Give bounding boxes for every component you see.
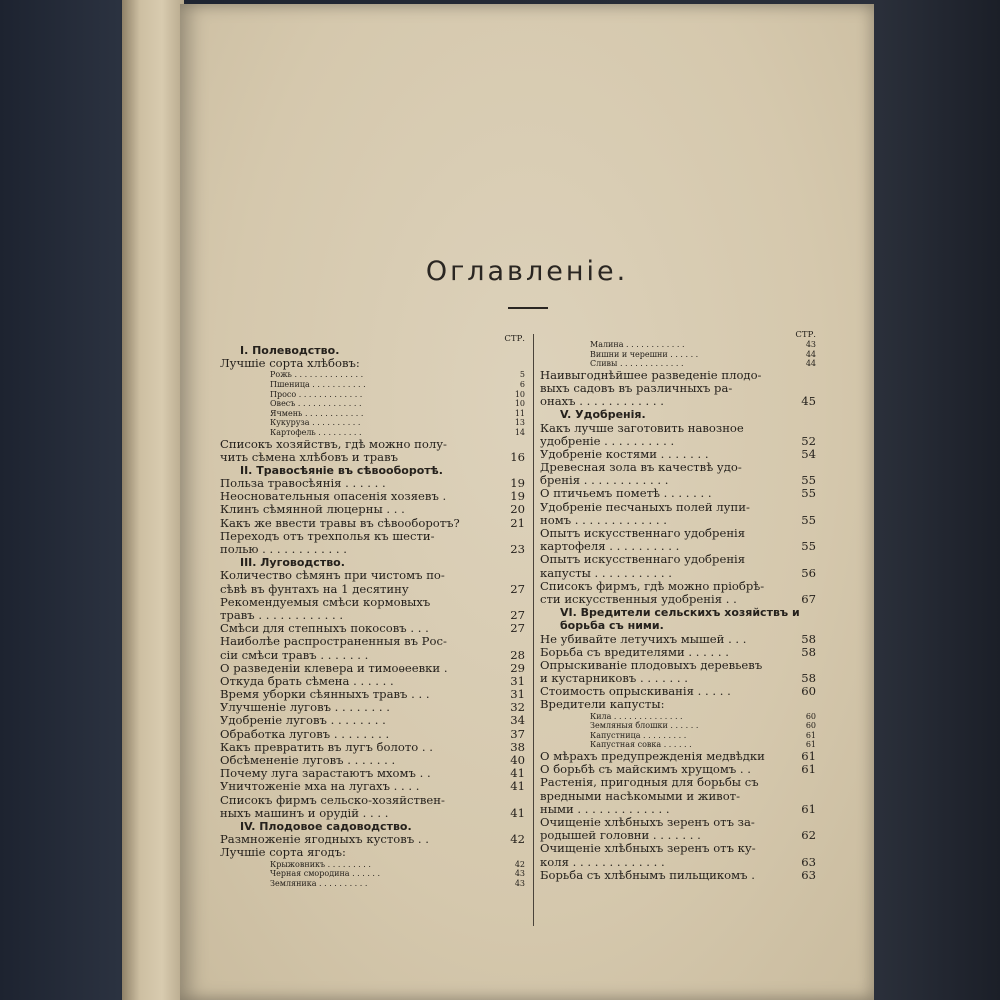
toc-entry xyxy=(540,501,816,514)
toc-entry-page: 45 xyxy=(801,394,816,409)
toc-entry-page: 27 xyxy=(510,621,525,636)
toc-entry-page: 43 xyxy=(514,869,525,879)
toc-entry xyxy=(540,580,816,593)
toc-entry-page: 62 xyxy=(801,828,816,843)
toc-entry-title: и кустарниковъ . . . . . . . xyxy=(540,671,688,686)
toc-entry xyxy=(220,728,525,741)
toc-entry-page: 27 xyxy=(510,607,525,622)
toc-entry xyxy=(540,350,816,360)
page-column-label: СТР. xyxy=(795,330,816,340)
toc-entry-page: 16 xyxy=(510,449,525,464)
toc-entry xyxy=(220,390,525,400)
toc-entry-title: Лучшiе сорта ягодъ: xyxy=(220,845,346,860)
toc-entry-title: сiи смѣси травъ . . . . . . . xyxy=(220,647,369,662)
toc-entry-page: 31 xyxy=(510,687,525,702)
toc-entry-title: выхъ садовъ въ различныхъ ра- xyxy=(540,380,733,395)
toc-entry-title: Списокъ фирмъ сельско-хозяйствен- xyxy=(220,792,445,807)
toc-entry-title: удобренiе . . . . . . . . . . xyxy=(540,433,675,448)
toc-entry-page: 23 xyxy=(510,542,525,557)
toc-entry-page: 14 xyxy=(514,427,525,437)
toc-entry-page: 63 xyxy=(801,854,816,869)
toc-entry-title: ныхъ машинъ и орудiй . . . . xyxy=(220,805,389,820)
toc-entry xyxy=(540,553,816,566)
toc-left-header-row xyxy=(220,334,525,344)
toc-entry xyxy=(220,569,525,582)
toc-entry-page: 10 xyxy=(514,399,525,409)
toc-entry-title: родышей головни . . . . . . . xyxy=(540,828,701,843)
toc-section-heading xyxy=(540,408,816,421)
toc-entry xyxy=(540,340,816,350)
toc-entry-page: 11 xyxy=(514,408,525,418)
toc-entry-title: чить сѣмена хлѣбовъ и травъ xyxy=(220,449,398,464)
toc-entry xyxy=(220,409,525,419)
toc-entry-title: полью . . . . . . . . . . . . xyxy=(220,542,347,557)
toc-entry-page: 55 xyxy=(801,512,816,527)
toc-entry xyxy=(220,503,525,516)
toc-entry-title: Обработка луговъ . . . . . . . . xyxy=(220,726,390,741)
toc-entry xyxy=(220,418,525,428)
page-title: Оглавленiе. xyxy=(425,256,629,287)
toc-entry-page: 13 xyxy=(514,418,525,428)
toc-entry-page: 67 xyxy=(801,591,816,606)
toc-entry xyxy=(220,807,525,820)
toc-entry xyxy=(540,567,816,580)
toc-entry-page: 43 xyxy=(514,878,525,888)
toc-right-list xyxy=(540,340,816,882)
toc-entry-title: III. Луговодство. xyxy=(240,556,345,570)
toc-entry-title: Удобренiе костями . . . . . . . xyxy=(540,446,709,461)
toc-entry-page: 29 xyxy=(510,660,525,675)
toc-entry-page: 42 xyxy=(510,832,525,847)
toc-entry-title: Очищенiе хлѣбныхъ зеренъ отъ за- xyxy=(540,814,755,829)
toc-entry-page: 19 xyxy=(510,476,525,491)
toc-entry-page: 60 xyxy=(801,684,816,699)
toc-entry-title: Капустная совка . . . . . . xyxy=(590,740,692,750)
toc-entry xyxy=(220,635,525,648)
toc-entry-title: борьба съ ними. xyxy=(560,619,664,633)
toc-entry-page: 31 xyxy=(510,673,525,688)
toc-entry-title: Кукуруза . . . . . . . . . . xyxy=(270,418,361,428)
toc-entry-page: 56 xyxy=(801,565,816,580)
toc-entry-title: сти искусственныя удобренiя . . xyxy=(540,591,737,606)
toc-entry-title: Опрыскиванiе плодовыхъ деревьевъ xyxy=(540,657,763,672)
toc-entry-title: Растенiя, пригодныя для борьбы съ xyxy=(540,775,759,790)
toc-entry xyxy=(540,803,816,816)
toc-entry-title: Рожь . . . . . . . . . . . . . . xyxy=(270,370,364,380)
toc-entry-page: 58 xyxy=(801,671,816,686)
toc-entry-title: О птичьемъ пометѣ . . . . . . . xyxy=(540,486,712,501)
toc-entry xyxy=(220,380,525,390)
toc-entry-title: бренiя . . . . . . . . . . . . xyxy=(540,473,669,488)
toc-entry xyxy=(540,369,816,382)
toc-entry-page: 54 xyxy=(801,446,816,461)
toc-entry-page: 6 xyxy=(519,379,525,389)
toc-entry xyxy=(540,869,816,882)
toc-entry xyxy=(540,856,816,869)
toc-entry-title: Черная смородина . . . . . . xyxy=(270,869,381,879)
toc-entry xyxy=(540,721,816,731)
toc-entry-title: Земляныя блошки . . . . . . xyxy=(590,721,699,731)
toc-entry-title: коля . . . . . . . . . . . . . xyxy=(540,854,665,869)
toc-entry-page: 41 xyxy=(510,805,525,820)
toc-entry-page: 55 xyxy=(801,473,816,488)
toc-entry-title: ными . . . . . . . . . . . . . xyxy=(540,801,670,816)
toc-entry-title: Списокъ фирмъ, гдѣ можно прiобрѣ- xyxy=(540,578,765,593)
toc-entry-title: Овесъ . . . . . . . . . . . . . xyxy=(270,399,362,409)
toc-entry xyxy=(220,399,525,409)
toc-entry-title: Удобренiе луговъ . . . . . . . . xyxy=(220,713,386,728)
page-column-label: СТР. xyxy=(504,334,525,344)
toc-entry xyxy=(220,451,525,464)
toc-entry-page: 42 xyxy=(514,859,525,869)
toc-entry-title: Лучшiе сорта хлѣбовъ: xyxy=(220,356,360,371)
toc-entry-page: 40 xyxy=(510,753,525,768)
toc-entry-title: Вредители капусты: xyxy=(540,697,665,712)
toc-entry-page: 38 xyxy=(510,739,525,754)
toc-entry xyxy=(220,714,525,727)
toc-entry-title: Польза травосѣянiя . . . . . . xyxy=(220,476,386,491)
toc-entry-title: Время уборки сѣянныхъ травъ . . . xyxy=(220,687,430,702)
toc-entry-page: 58 xyxy=(801,644,816,659)
toc-entry xyxy=(540,790,816,803)
toc-entry-title: Картофель . . . . . . . . . xyxy=(270,427,362,437)
toc-entry-title: Размноженiе ягодныхъ кустовъ . . xyxy=(220,832,429,847)
toc-entry-page: 41 xyxy=(510,766,525,781)
toc-entry-title: V. Удобренiя. xyxy=(560,408,646,422)
toc-entry-title: Количество сѣмянъ при чистомъ по- xyxy=(220,568,445,583)
toc-entry-title: Вишни и черешни . . . . . . xyxy=(590,349,699,359)
toc-entry xyxy=(540,422,816,435)
toc-entry xyxy=(220,596,525,609)
toc-entry-page: 63 xyxy=(801,867,816,882)
toc-entry-page: 44 xyxy=(805,359,816,369)
toc-entry-title: картофеля . . . . . . . . . . xyxy=(540,539,680,554)
toc-entry-title: Списокъ хозяйствъ, гдѣ можно полу- xyxy=(220,436,447,451)
toc-entry-title: Какъ же ввести травы въ сѣвооборотъ? xyxy=(220,515,460,530)
toc-entry-page: 10 xyxy=(514,389,525,399)
toc-entry xyxy=(220,543,525,556)
toc-entry-title: II. Травосѣянiе въ сѣвооборотѣ. xyxy=(240,463,443,477)
toc-entry-title: Почему луга зарастаютъ мхомъ . . xyxy=(220,766,431,781)
toc-entry xyxy=(220,794,525,807)
toc-entry-title: Неосновательныя опасенiя хозяевъ . xyxy=(220,489,447,504)
toc-entry-title: Какъ лучше заготовить навозное xyxy=(540,420,744,435)
book-page xyxy=(180,4,874,1000)
toc-entry-page: 61 xyxy=(805,730,816,740)
toc-entry-page: 61 xyxy=(805,740,816,750)
toc-right-header-row xyxy=(540,330,816,340)
toc-entry xyxy=(220,780,525,793)
toc-entry-title: Уничтоженiе мха на лугахъ . . . . xyxy=(220,779,420,794)
toc-entry-page: 28 xyxy=(510,647,525,662)
toc-entry-page: 52 xyxy=(801,433,816,448)
toc-entry-title: Обсѣмененiе луговъ . . . . . . . xyxy=(220,753,396,768)
toc-entry-title: Наивыгоднѣйшее разведенiе плодо- xyxy=(540,367,762,382)
toc-entry-title: вредными насѣкомыми и живот- xyxy=(540,788,741,803)
toc-entry-title: Борьба съ вредителями . . . . . . xyxy=(540,644,729,659)
column-divider xyxy=(533,334,534,926)
toc-entry xyxy=(540,593,816,606)
toc-right-column xyxy=(540,330,816,882)
toc-entry-title: номъ . . . . . . . . . . . . . xyxy=(540,512,667,527)
toc-entry-title: Крыжовникъ . . . . . . . . . xyxy=(270,859,371,869)
toc-entry xyxy=(220,517,525,530)
toc-entry-title: О разведенiи клевера и тимоѳеевки . xyxy=(220,660,448,675)
toc-entry xyxy=(220,370,525,380)
toc-entry-page: 60 xyxy=(805,721,816,731)
toc-entry xyxy=(540,776,816,789)
toc-entry-title: О мѣрахъ предупрежденiя медвѣдки xyxy=(540,749,765,764)
toc-entry-page: 20 xyxy=(510,502,525,517)
toc-entry-page: 58 xyxy=(801,631,816,646)
toc-entry-title: Земляника . . . . . . . . . . xyxy=(270,878,368,888)
toc-entry-title: VI. Вредители сельскихъ хозяйствъ и xyxy=(560,606,800,620)
toc-entry-page: 37 xyxy=(510,726,525,741)
toc-entry xyxy=(540,435,816,448)
toc-entry-title: травъ . . . . . . . . . . . . xyxy=(220,607,344,622)
toc-entry xyxy=(540,646,816,659)
toc-entry-title: капусты . . . . . . . . . . . xyxy=(540,565,672,580)
toc-entry-title: Стоимость опрыскиванiя . . . . . xyxy=(540,684,731,699)
toc-entry xyxy=(220,357,525,370)
toc-entry-title: Сливы . . . . . . . . . . . . . xyxy=(590,359,684,369)
toc-entry-title: IV. Плодовое садоводство. xyxy=(240,819,412,833)
toc-entry-title: Какъ превратить въ лугъ болото . . xyxy=(220,739,433,754)
toc-entry-title: О борьбѣ съ майскимъ хрущомъ . . xyxy=(540,762,751,777)
toc-entry-title: Малина . . . . . . . . . . . . xyxy=(590,340,685,349)
toc-entry-page: 61 xyxy=(801,801,816,816)
toc-entry xyxy=(220,860,525,870)
toc-entry-page: 61 xyxy=(801,762,816,777)
toc-entry-title: I. Полеводство. xyxy=(240,344,340,357)
book-spine xyxy=(122,0,184,1000)
toc-entry-title: Опытъ искусственнаго удобренiя xyxy=(540,526,746,541)
toc-entry-title: Улучшенiе луговъ . . . . . . . . xyxy=(220,700,390,715)
title-rule xyxy=(508,307,548,309)
toc-entry-page: 55 xyxy=(801,539,816,554)
toc-entry-page: 21 xyxy=(510,515,525,530)
toc-entry-page: 41 xyxy=(510,779,525,794)
toc-left-list xyxy=(220,344,525,888)
toc-entry-page: 60 xyxy=(805,711,816,721)
toc-section-heading xyxy=(540,606,816,619)
toc-entry-page: 43 xyxy=(805,340,816,349)
toc-entry xyxy=(220,846,525,859)
toc-entry-page: 32 xyxy=(510,700,525,715)
toc-entry xyxy=(540,395,816,408)
toc-entry-page: 19 xyxy=(510,489,525,504)
toc-entry-title: Ячмень . . . . . . . . . . . . xyxy=(270,408,364,418)
toc-entry xyxy=(220,649,525,662)
toc-entry-page: 44 xyxy=(805,349,816,359)
toc-entry-title: Просо . . . . . . . . . . . . . xyxy=(270,389,363,399)
toc-entry-title: Клинъ сѣмянной люцерны . . . xyxy=(220,502,405,517)
toc-entry-title: Опытъ искусственнаго удобренiя xyxy=(540,552,746,567)
toc-entry-title: Древесная зола въ качествѣ удо- xyxy=(540,460,742,475)
toc-entry xyxy=(540,842,816,855)
toc-entry-title: Наиболѣе распространенныя въ Рос- xyxy=(220,634,447,649)
toc-entry-title: онахъ . . . . . . . . . . . . xyxy=(540,394,664,409)
toc-entry xyxy=(540,712,816,722)
toc-entry-title: Удобренiе песчаныхъ полей лупи- xyxy=(540,499,750,514)
toc-entry-page: 61 xyxy=(801,749,816,764)
toc-section-heading xyxy=(540,619,816,632)
toc-entry-page: 34 xyxy=(510,713,525,728)
toc-entry-title: Смѣси для степныхъ покосовъ . . . xyxy=(220,621,429,636)
toc-entry xyxy=(540,487,816,500)
toc-entry-page: 55 xyxy=(801,486,816,501)
toc-entry-title: Очищенiе хлѣбныхъ зеренъ отъ ку- xyxy=(540,841,756,856)
toc-entry xyxy=(220,438,525,451)
toc-entry-title: Пшеница . . . . . . . . . . . xyxy=(270,379,366,389)
toc-entry xyxy=(540,731,816,741)
toc-entry xyxy=(540,698,816,711)
toc-entry-title: Не убивайте летучихъ мышей . . . xyxy=(540,631,747,646)
toc-entry-title: сѣвѣ въ фунтахъ на 1 десятину xyxy=(220,581,409,596)
toc-entry xyxy=(220,583,525,596)
toc-entry xyxy=(220,879,525,889)
toc-entry-title: Откуда брать сѣмена . . . . . . xyxy=(220,673,394,688)
toc-entry xyxy=(220,662,525,675)
toc-entry-page: 5 xyxy=(519,370,525,380)
toc-entry-title: Кила . . . . . . . . . . . . . . xyxy=(590,711,683,721)
toc-left-column xyxy=(220,334,525,888)
toc-entry-title: Капустница . . . . . . . . . xyxy=(590,730,687,740)
toc-entry-title: Рекомендуемыя смѣси кормовыхъ xyxy=(220,594,431,609)
toc-entry xyxy=(220,869,525,879)
toc-entry-title: Борьба съ хлѣбнымъ пильщикомъ . xyxy=(540,867,755,882)
toc-entry-page: 27 xyxy=(510,581,525,596)
toc-entry-title: Переходъ отъ трехполья къ шести- xyxy=(220,528,435,543)
toc-entry xyxy=(540,633,816,646)
